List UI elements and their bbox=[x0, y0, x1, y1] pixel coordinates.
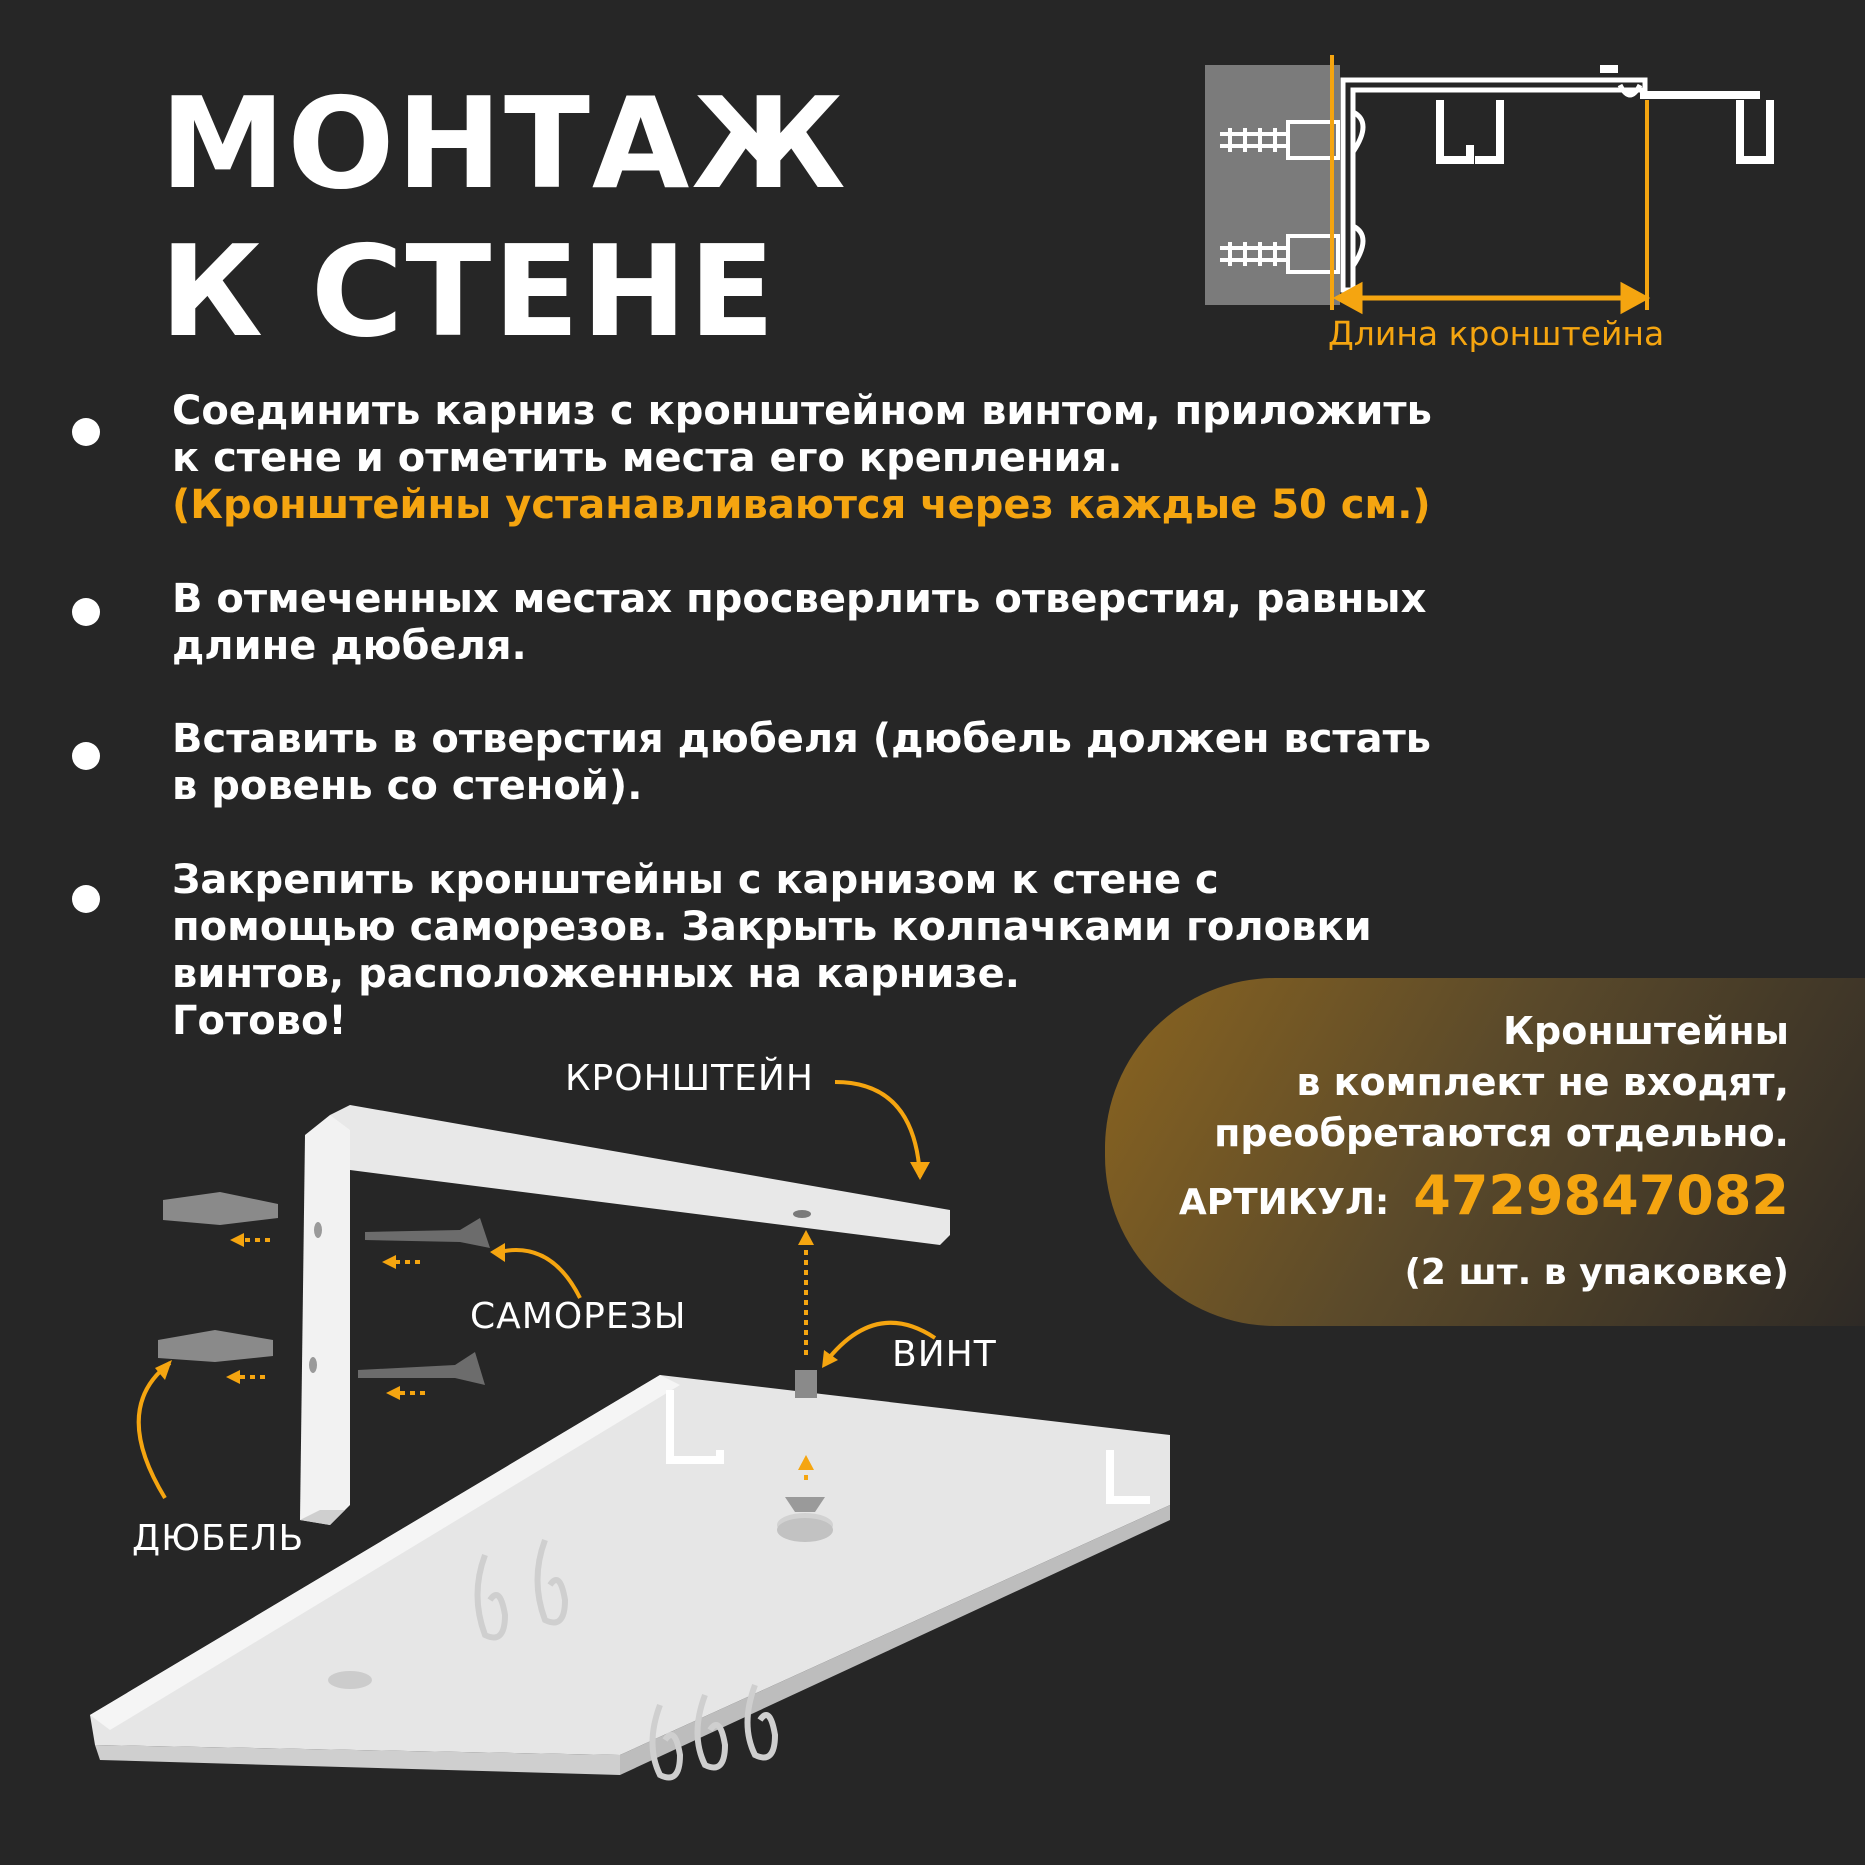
bracket-outline-icon bbox=[1343, 80, 1645, 290]
bullet-icon bbox=[72, 418, 100, 446]
rail-profile-icon bbox=[1440, 95, 1770, 160]
step-1-text: Соединить карниз с кронштейном винтом, приложить к стене и отметить места его крепления. bbox=[172, 388, 1432, 481]
bracket-length-label: Длина кронштейна bbox=[1328, 314, 1665, 353]
dowel-callout: ДЮБЕЛЬ bbox=[132, 1518, 305, 1559]
step-3 bbox=[60, 716, 1432, 810]
bullet-icon bbox=[72, 742, 100, 770]
notice-line-2: в комплект не входят, bbox=[1296, 1060, 1789, 1104]
bracket-callout: КРОНШТЕЙН bbox=[565, 1058, 814, 1099]
title-line-2: К СТЕНЕ bbox=[160, 218, 777, 365]
length-arrow bbox=[1338, 286, 1645, 310]
dowel-image bbox=[158, 1192, 278, 1362]
article-label: АРТИКУЛ: bbox=[1178, 1182, 1390, 1223]
article-number: 4729847082 bbox=[1413, 1164, 1789, 1227]
step-4-done: Готово! bbox=[172, 998, 347, 1044]
page-title bbox=[160, 70, 848, 366]
notice-panel bbox=[1105, 978, 1865, 1326]
notice-text bbox=[1214, 1006, 1789, 1159]
bullet-icon bbox=[72, 885, 100, 913]
screws-callout: САМОРЕЗЫ bbox=[470, 1296, 687, 1337]
step-2 bbox=[60, 576, 1452, 670]
bolt-callout: ВИНТ bbox=[892, 1334, 997, 1375]
step-1-highlight: (Кронштейны устанавливаются через каждые 50 см.) bbox=[172, 482, 1431, 528]
article-row bbox=[1179, 1164, 1789, 1227]
notice-line-3: преобретаются отдельно. bbox=[1214, 1111, 1789, 1155]
mounting-illustration bbox=[0, 1040, 1200, 1865]
step-3-text: Вставить в отверстия дюбеля (дюбель должен встать в ровень со стеной). bbox=[172, 716, 1432, 809]
screw-head bbox=[1600, 65, 1618, 73]
step-1 bbox=[60, 388, 1472, 529]
wall-block bbox=[1205, 65, 1340, 305]
package-note: (2 шт. в упаковке) bbox=[1404, 1252, 1789, 1293]
step-4-text: Закрепить кронштейны с карнизом к стене с помощью саморезов. Закрыть колпачками головки винтов, расположенных на карнизе. bbox=[172, 857, 1372, 997]
bullet-icon bbox=[72, 598, 100, 626]
title-line-1: МОНТАЖ bbox=[160, 70, 848, 217]
notice-line-1: Кронштейны bbox=[1502, 1009, 1789, 1053]
step-2-text: В отмеченных местах просверлить отверстия, равных длине дюбеля. bbox=[172, 576, 1427, 669]
curtain-rail-image bbox=[90, 1375, 1170, 1775]
